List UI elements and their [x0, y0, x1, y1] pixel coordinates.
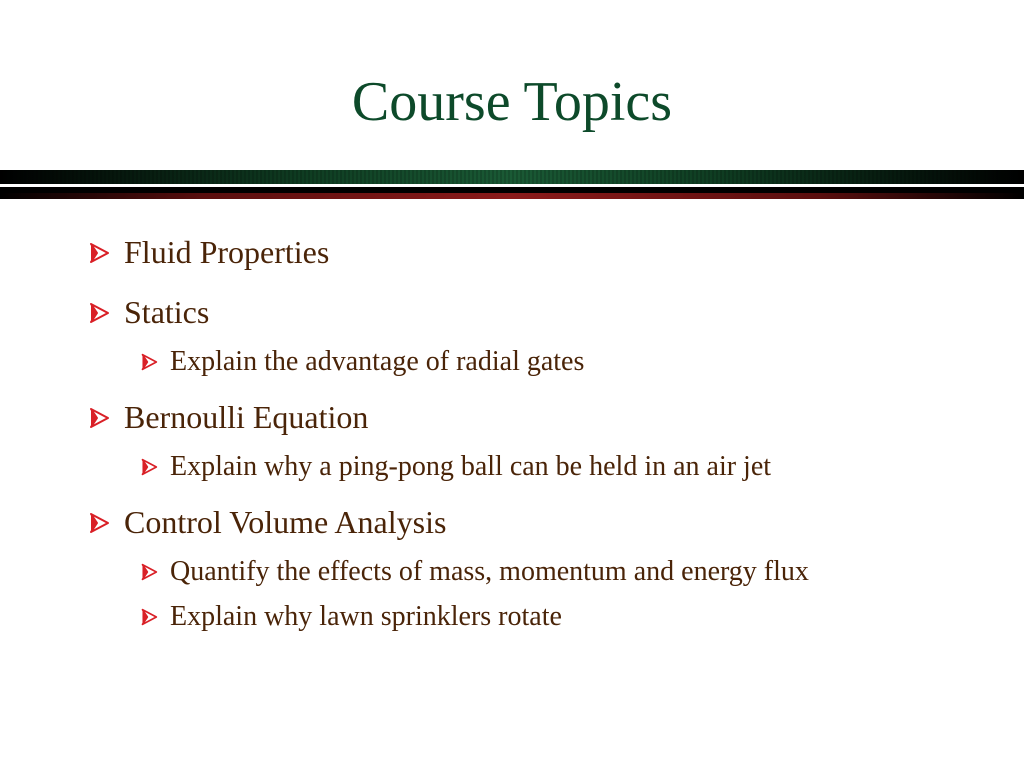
list-subitem-text: Explain why a ping-pong ball can be held in an air jet — [170, 451, 772, 482]
list-subitem — [140, 448, 968, 487]
arrowhead-bullet-icon — [140, 599, 170, 637]
slide-title: Course Topics — [351, 71, 673, 133]
list-item-text: Bernoulli Equation — [124, 399, 369, 435]
list-subitem-text: Explain why lawn sprinklers rotate — [170, 601, 562, 632]
list-subitem — [140, 553, 968, 592]
arrowhead-bullet-icon — [88, 398, 124, 442]
arrowhead-bullet-icon — [88, 233, 124, 277]
title-divider-band — [0, 170, 1024, 184]
list-subitem-text: Quantify the effects of mass, momentum and energy flux — [170, 556, 809, 587]
list-item — [88, 290, 968, 337]
list-subitem — [140, 598, 968, 637]
arrowhead-bullet-icon — [88, 293, 124, 337]
arrowhead-bullet-icon — [140, 554, 170, 592]
list-item — [88, 230, 968, 277]
list-item-text: Control Volume Analysis — [124, 504, 447, 540]
arrowhead-bullet-icon — [140, 344, 170, 382]
bullet-list — [88, 230, 968, 637]
arrowhead-bullet-icon — [88, 503, 124, 547]
list-item — [88, 395, 968, 442]
list-item — [88, 500, 968, 547]
title-divider-accent — [0, 193, 1024, 199]
list-item-text: Statics — [124, 294, 210, 330]
list-subitem — [140, 343, 968, 382]
arrowhead-bullet-icon — [140, 449, 170, 487]
list-item-text: Fluid Properties — [124, 234, 330, 270]
list-subitem-text: Explain the advantage of radial gates — [170, 346, 585, 377]
